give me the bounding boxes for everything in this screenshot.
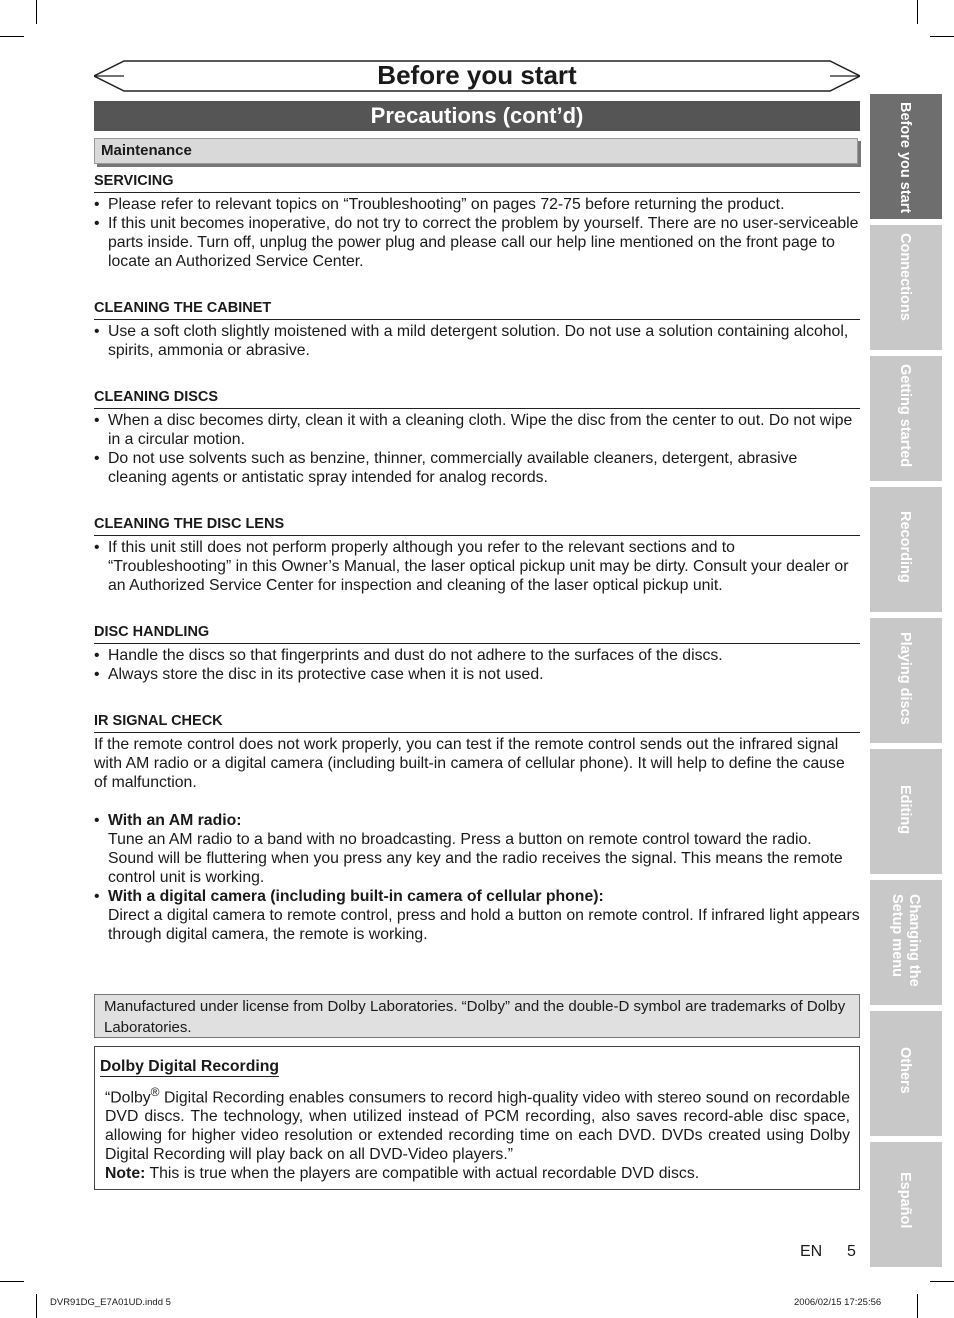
ir-intro: If the remote control does not work properly, you can test if the remote control sends out the infrared signal with AM radio or a digital camera (including built-in camera of cellular phone). It will help to define the cause of malfunction.	[94, 736, 845, 791]
page-title: Before you start	[377, 60, 577, 90]
discs-heading: CLEANING DISCS	[94, 388, 860, 409]
crop-mark	[917, 0, 918, 24]
ir-heading: IR SIGNAL CHECK	[94, 712, 860, 733]
tab-label: Connections	[897, 233, 913, 321]
tab-label: Editing	[897, 785, 913, 835]
ir-item-label: • With a digital camera (including built-in camera of cellular phone):	[108, 888, 604, 905]
page-number: 5	[847, 1243, 856, 1260]
footer-timestamp: 2006/02/15 17:25:56	[794, 1297, 882, 1308]
tab-others[interactable]	[870, 1011, 942, 1136]
crop-mark	[930, 1281, 954, 1282]
footer-file: DVR91DG_E7A01UD.indd 5	[50, 1297, 171, 1308]
ir-item-label: • With an AM radio:	[108, 812, 242, 829]
tab-label: Changing the Setup menu	[889, 894, 922, 987]
title-banner	[94, 58, 860, 94]
tab-label: Before you start	[897, 102, 913, 214]
servicing-heading: SERVICING	[94, 172, 860, 193]
dolby-box	[94, 1046, 860, 1190]
dolby-body: Digital Recording enables consumers to record high-quality video with stereo sound on recordable DVD discs. The technology, when utilized instead of PCM recording, also saves record-able disc space, allowing for higher video resolution or extended recording time on each DVD. DVDs created using Dolby Digital Recording will play back on all DVD-Video players.”	[105, 1089, 850, 1164]
tab-label: Recording	[897, 511, 913, 583]
tab-connections[interactable]	[870, 225, 942, 350]
list-item: • If this unit still does not perform properly although you refer to the relevant sections and to “Troubleshooting” in this Owner’s Manual, the laser optical pickup unit may be dirty. Consult your dealer or an Authorized Service Center for inspection and cleaning of the laser optical pickup unit.	[94, 538, 860, 595]
maintenance-bar	[94, 138, 858, 164]
tab-label: Español	[897, 1172, 913, 1229]
tab-before-you-start[interactable]	[870, 94, 942, 219]
main-content	[94, 172, 860, 944]
list-item: • Do not use solvents such as benzine, thinner, commercially available cleaners, detergent, abrasive cleaning agents or antistatic spray intended for analog records.	[94, 449, 860, 487]
ir-item-text: Tune an AM radio to a band with no broadcasting. Press a button on remote control toward the radio. Sound will be fluttering when you press any key and the radio receives the signal. This means the remote control unit is working.	[108, 831, 843, 886]
license-text: Manufactured under license from Dolby Laboratories. “Dolby” and the double-D symbol are trademarks of Dolby Laboratories.	[104, 998, 846, 1036]
list-item: • Always store the disc in its protective case when it is not used.	[94, 665, 860, 684]
list-item	[94, 811, 860, 887]
cabinet-heading: CLEANING THE CABINET	[94, 299, 860, 320]
list-item	[94, 887, 860, 944]
license-note	[94, 994, 860, 1038]
tab-espanol[interactable]	[870, 1142, 942, 1267]
crop-mark	[917, 1294, 918, 1318]
tab-label: Getting started	[897, 364, 913, 468]
tab-setup-menu[interactable]	[870, 880, 942, 1005]
dolby-word: “Dolby	[105, 1089, 151, 1107]
list-item: • When a disc becomes dirty, clean it with a cleaning cloth. Wipe the disc from the center to out. Do not wipe in a circular motion.	[94, 411, 860, 449]
page-lang: EN	[800, 1243, 823, 1260]
note-label: Note:	[105, 1165, 146, 1183]
dolby-heading: Dolby Digital Recording	[100, 1058, 280, 1075]
list-item: • If this unit becomes inoperative, do not try to correct the problem by yourself. There are no user-serviceable parts inside. Turn off, unplug the power plug and please call our help line mentioned on the front page to locate an Authorized Service Center.	[94, 214, 860, 271]
lens-heading: CLEANING THE DISC LENS	[94, 515, 860, 536]
crop-mark	[36, 1294, 37, 1318]
tab-getting-started[interactable]	[870, 356, 942, 481]
tab-editing[interactable]	[870, 749, 942, 874]
handling-heading: DISC HANDLING	[94, 623, 860, 644]
list-item: • Please refer to relevant topics on “Troubleshooting” on pages 72-75 before returning the product.	[94, 195, 860, 214]
list-item: • Use a soft cloth slightly moistened with a mild detergent solution. Do not use a solution containing alcohol, spirits, ammonia or abrasive.	[94, 322, 860, 360]
section-subtitle: Precautions (cont’d)	[94, 101, 860, 131]
ir-item-text: Direct a digital camera to remote control, press and hold a button on remote control. If infrared light appears through digital camera, the remote is working.	[108, 907, 860, 943]
note-text: This is true when the players are compatible with actual recordable DVD discs.	[145, 1165, 700, 1183]
crop-mark	[0, 1281, 24, 1282]
list-item: • Handle the discs so that fingerprints and dust do not adhere to the surfaces of the discs.	[94, 646, 860, 665]
dolby-paragraph	[105, 1083, 850, 1183]
registered-mark: ®	[150, 1085, 160, 1099]
tab-label: Others	[897, 1047, 913, 1094]
tab-label: Playing discs	[897, 632, 913, 725]
crop-mark	[36, 0, 37, 24]
tab-playing-discs[interactable]	[870, 618, 942, 743]
maintenance-label: Maintenance	[101, 142, 192, 159]
crop-mark	[930, 36, 954, 37]
crop-mark	[0, 36, 24, 37]
tab-recording[interactable]	[870, 487, 942, 612]
